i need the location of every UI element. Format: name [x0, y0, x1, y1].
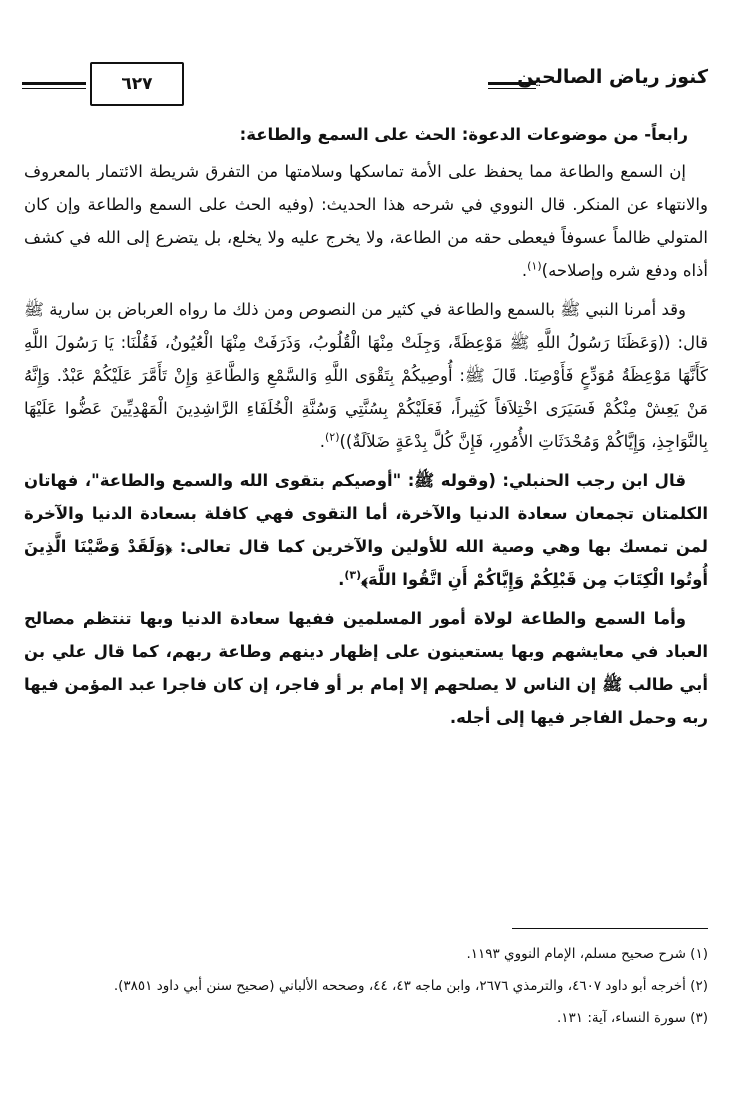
page-header: [22, 62, 708, 106]
paragraph-4-text: وأما السمع والطاعة لولاة أمور المسلمين ففيها سعادة الدنيا وبها تنتظم مصالح العباد في معايشهم وبها يستعينون على إظهار دينهم وطاعة ربهم، كما قال علي بن أبي طالب ﷺ إن الناس لا يصلحهم إلا إمام بر أو فاجر، إن كان فاجرا عبد المؤمن فيها ربه وحمل الفاجر فيها إلى أجله: [24, 609, 708, 727]
header-rule-right: [488, 82, 536, 89]
footnote-ref-1[interactable]: (١): [527, 259, 542, 273]
footnote-ref-2[interactable]: (٢): [324, 430, 340, 444]
paragraph-3-text: قال ابن رجب الحنبلي: (وقوله ﷺ: "أوصيكم بتقوى الله والسمع والطاعة"، فهاتان الكلمتان تجمعان سعادة الدنيا والآخرة، أما التقوى فهي كافلة بسعادة الدنيا والآخرة لمن تمسك بها وهي وصية الله للأولين والآخرين كما قال تعالى: ﴿وَلَقَدْ وَصَّيْنَا الَّذِينَ أُوتُوا الْكِتَابَ مِن قَبْلِكُمْ وَإِيَّاكُمْ أَنِ اتَّقُوا اللَّهَ﴾: [24, 471, 708, 589]
book-title: كنوز رياض الصالحين: [517, 66, 708, 88]
footnote-3: (٣) سورة النساء، آية: ١٣١.: [556, 1010, 708, 1026]
paragraph-4-end: .: [449, 708, 457, 727]
footnotes: [24, 940, 708, 1036]
paragraph-1-end: .: [521, 261, 528, 280]
paragraph-1: [24, 155, 708, 287]
paragraph-2-text: وقد أمرنا النبي ﷺ بالسمع والطاعة في كثير من النصوص ومن ذلك ما رواه العرباض بن سارية ﷺ قال: ((وَعَظَنَا رَسُولُ اللَّهِ ﷺ مَوْعِظَةً، وَجِلَتْ مِنْهَا الْقُلُوبُ، وَذَرَفَتْ مِنْهَا الْعُيُونُ، فَقُلْنَا: يَا رَسُولَ اللَّهِ كَأَنَّهَا مَوْعِظَةُ مُوَدِّعٍ فَأَوْصِنَا. قَالَ ﷺ: أُوصِيكُمْ بِتَقْوَى اللَّهِ وَالسَّمْعِ وَالطَّاعَةِ وَإِنْ تَأَمَّرَ عَلَيْكُمْ عَبْدٌ. وَإِنَّهُ مَنْ يَعِشْ مِنْكُمْ فَسَيَرَى اخْتِلاَفاً كَثِيراً، فَعَلَيْكُمْ بِسُنَّتِي وَسُنَّةِ الْخُلَفَاءِ الرَّاشِدِينَ الْمَهْدِيِّينَ عَضُّوا عَلَيْهَا بِالنَّوَاجِذِ، وَإِيَّاكُمْ وَمُحْدَثَاتِ الأُمُورِ، فَإِنَّ كُلَّ بِدْعَةٍ ضَلاَلَةٌ)): [24, 300, 708, 451]
footnote-ref-3[interactable]: (٣): [344, 568, 362, 582]
paragraph-1-text: إن السمع والطاعة مما يحفظ على الأمة تماسكها وسلامتها من التفرق شريطة الائتمار بالمعروف والانتهاء عن المنكر. قال النووي في شرحه هذا الحديث: (وفيه الحث على السمع والطاعة وإن كان المتولي ظالماً عسوفاً فيعطى حقه من الطاعة، ولا يخرج عليه ولا يخلع، بل يتضرع إلى الله في كشف أذاه ودفع شره وإصلاحه): [24, 162, 708, 280]
page-number: ٦٢٧: [90, 62, 184, 106]
footnote-2: (٢) أخرجه أبو داود ٤٦٠٧، والترمذي ٢٦٧٦، وابن ماجه ٤٣، ٤٤، وصححه الألباني (صحيح سنن أبي داود ٣٨٥١).: [113, 978, 708, 994]
paragraph-2: [24, 293, 708, 458]
footnote-1: (١) شرح صحيح مسلم، الإمام النووي ١١٩٣.: [466, 946, 708, 962]
paragraph-4: [24, 602, 708, 734]
main-text: [24, 118, 708, 740]
paragraph-3: [24, 464, 708, 596]
footnote-divider: [512, 928, 708, 929]
paragraph-3-end: .: [338, 570, 345, 589]
section-heading: رابعاً- من موضوعات الدعوة: الحث على السمع والطاعة:: [239, 125, 688, 144]
paragraph-2-end: .: [319, 432, 325, 451]
header-rule-left: [22, 82, 86, 89]
